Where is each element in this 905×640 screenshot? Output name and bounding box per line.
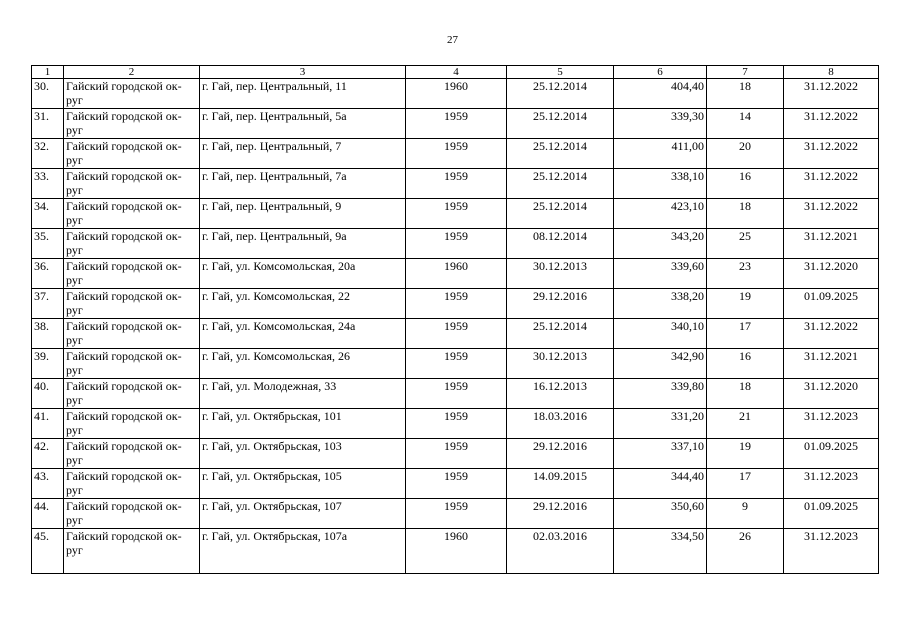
date-cell: 25.12.2014 <box>507 79 614 109</box>
owner-cell: Гайский городской ок-руг <box>64 289 200 319</box>
address-cell: г. Гай, ул. Октябрьская, 103 <box>200 439 406 469</box>
column7-cell: 19 <box>707 439 784 469</box>
address-cell: г. Гай, ул. Октябрьская, 107 <box>200 499 406 529</box>
year-cell: 1959 <box>406 499 507 529</box>
deadline-cell: 31.12.2021 <box>784 229 879 259</box>
area-cell: 423,10 <box>614 199 707 229</box>
address-cell: г. Гай, ул. Комсомольская, 26 <box>200 349 406 379</box>
owner-cell: Гайский городской ок-руг <box>64 379 200 409</box>
table-row <box>32 259 879 289</box>
column7-cell: 16 <box>707 169 784 199</box>
column-number-row <box>32 66 879 79</box>
year-cell: 1959 <box>406 439 507 469</box>
area-cell: 344,40 <box>614 469 707 499</box>
table-row <box>32 289 879 319</box>
column7-cell: 26 <box>707 529 784 574</box>
table-row <box>32 379 879 409</box>
column7-cell: 18 <box>707 199 784 229</box>
area-cell: 337,10 <box>614 439 707 469</box>
column-header: 1 <box>32 66 64 79</box>
row-number: 45. <box>32 529 64 574</box>
owner-cell: Гайский городской ок-руг <box>64 199 200 229</box>
deadline-cell: 01.09.2025 <box>784 499 879 529</box>
owner-cell: Гайский городской ок-руг <box>64 529 200 574</box>
deadline-cell: 31.12.2022 <box>784 139 879 169</box>
row-number: 39. <box>32 349 64 379</box>
row-number: 42. <box>32 439 64 469</box>
owner-cell: Гайский городской ок-руг <box>64 79 200 109</box>
table-row <box>32 469 879 499</box>
date-cell: 25.12.2014 <box>507 199 614 229</box>
table-row <box>32 199 879 229</box>
year-cell: 1959 <box>406 379 507 409</box>
column-header: 8 <box>784 66 879 79</box>
year-cell: 1959 <box>406 349 507 379</box>
address-cell: г. Гай, ул. Комсомольская, 20а <box>200 259 406 289</box>
owner-cell: Гайский городской ок-руг <box>64 469 200 499</box>
column-header: 5 <box>507 66 614 79</box>
table-row <box>32 109 879 139</box>
table-row <box>32 439 879 469</box>
owner-cell: Гайский городской ок-руг <box>64 139 200 169</box>
column7-cell: 20 <box>707 139 784 169</box>
row-number: 34. <box>32 199 64 229</box>
row-number: 31. <box>32 109 64 139</box>
year-cell: 1959 <box>406 469 507 499</box>
row-number: 38. <box>32 319 64 349</box>
deadline-cell: 31.12.2022 <box>784 79 879 109</box>
address-cell: г. Гай, пер. Центральный, 11 <box>200 79 406 109</box>
table-row <box>32 139 879 169</box>
deadline-cell: 01.09.2025 <box>784 439 879 469</box>
year-cell: 1960 <box>406 259 507 289</box>
area-cell: 404,40 <box>614 79 707 109</box>
column7-cell: 23 <box>707 259 784 289</box>
owner-cell: Гайский городской ок-руг <box>64 409 200 439</box>
row-number: 30. <box>32 79 64 109</box>
year-cell: 1959 <box>406 109 507 139</box>
row-number: 36. <box>32 259 64 289</box>
row-number: 35. <box>32 229 64 259</box>
row-number: 40. <box>32 379 64 409</box>
year-cell: 1959 <box>406 199 507 229</box>
date-cell: 02.03.2016 <box>507 529 614 574</box>
row-number: 32. <box>32 139 64 169</box>
date-cell: 08.12.2014 <box>507 229 614 259</box>
table-row <box>32 349 879 379</box>
date-cell: 30.12.2013 <box>507 349 614 379</box>
area-cell: 338,10 <box>614 169 707 199</box>
page-number: 27 <box>447 34 458 46</box>
table-row <box>32 229 879 259</box>
address-cell: г. Гай, пер. Центральный, 9 <box>200 199 406 229</box>
year-cell: 1959 <box>406 229 507 259</box>
column-header: 2 <box>64 66 200 79</box>
deadline-cell: 31.12.2020 <box>784 259 879 289</box>
area-cell: 338,20 <box>614 289 707 319</box>
table-row <box>32 319 879 349</box>
deadline-cell: 31.12.2022 <box>784 169 879 199</box>
area-cell: 342,90 <box>614 349 707 379</box>
table-row <box>32 79 879 109</box>
date-cell: 25.12.2014 <box>507 139 614 169</box>
column7-cell: 25 <box>707 229 784 259</box>
area-cell: 340,10 <box>614 319 707 349</box>
deadline-cell: 31.12.2021 <box>784 349 879 379</box>
owner-cell: Гайский городской ок-руг <box>64 439 200 469</box>
deadline-cell: 31.12.2022 <box>784 319 879 349</box>
column7-cell: 21 <box>707 409 784 439</box>
date-cell: 18.03.2016 <box>507 409 614 439</box>
column7-cell: 18 <box>707 379 784 409</box>
date-cell: 14.09.2015 <box>507 469 614 499</box>
table-body <box>32 79 879 574</box>
column-header: 4 <box>406 66 507 79</box>
address-cell: г. Гай, ул. Октябрьская, 107а <box>200 529 406 574</box>
address-cell: г. Гай, пер. Центральный, 7а <box>200 169 406 199</box>
address-cell: г. Гай, ул. Молодежная, 33 <box>200 379 406 409</box>
deadline-cell: 01.09.2025 <box>784 289 879 319</box>
row-number: 33. <box>32 169 64 199</box>
owner-cell: Гайский городской ок-руг <box>64 349 200 379</box>
table-row <box>32 529 879 574</box>
owner-cell: Гайский городской ок-руг <box>64 229 200 259</box>
area-cell: 339,80 <box>614 379 707 409</box>
address-cell: г. Гай, ул. Октябрьская, 105 <box>200 469 406 499</box>
date-cell: 29.12.2016 <box>507 499 614 529</box>
deadline-cell: 31.12.2020 <box>784 379 879 409</box>
column-header: 3 <box>200 66 406 79</box>
owner-cell: Гайский городской ок-руг <box>64 109 200 139</box>
year-cell: 1959 <box>406 169 507 199</box>
date-cell: 25.12.2014 <box>507 319 614 349</box>
housing-registry-table <box>31 65 879 574</box>
owner-cell: Гайский городской ок-руг <box>64 259 200 289</box>
column7-cell: 16 <box>707 349 784 379</box>
year-cell: 1959 <box>406 139 507 169</box>
address-cell: г. Гай, пер. Центральный, 5а <box>200 109 406 139</box>
date-cell: 25.12.2014 <box>507 109 614 139</box>
year-cell: 1959 <box>406 289 507 319</box>
area-cell: 331,20 <box>614 409 707 439</box>
area-cell: 411,00 <box>614 139 707 169</box>
deadline-cell: 31.12.2023 <box>784 469 879 499</box>
column7-cell: 19 <box>707 289 784 319</box>
year-cell: 1959 <box>406 409 507 439</box>
column7-cell: 18 <box>707 79 784 109</box>
date-cell: 30.12.2013 <box>507 259 614 289</box>
address-cell: г. Гай, ул. Комсомольская, 24а <box>200 319 406 349</box>
owner-cell: Гайский городской ок-руг <box>64 319 200 349</box>
date-cell: 16.12.2013 <box>507 379 614 409</box>
year-cell: 1959 <box>406 319 507 349</box>
owner-cell: Гайский городской ок-руг <box>64 499 200 529</box>
area-cell: 334,50 <box>614 529 707 574</box>
column-header: 6 <box>614 66 707 79</box>
address-cell: г. Гай, пер. Центральный, 9а <box>200 229 406 259</box>
deadline-cell: 31.12.2022 <box>784 199 879 229</box>
table-row <box>32 169 879 199</box>
column7-cell: 17 <box>707 319 784 349</box>
area-cell: 343,20 <box>614 229 707 259</box>
area-cell: 339,60 <box>614 259 707 289</box>
address-cell: г. Гай, ул. Комсомольская, 22 <box>200 289 406 319</box>
row-number: 43. <box>32 469 64 499</box>
area-cell: 339,30 <box>614 109 707 139</box>
row-number: 44. <box>32 499 64 529</box>
table-row <box>32 499 879 529</box>
date-cell: 25.12.2014 <box>507 169 614 199</box>
year-cell: 1960 <box>406 79 507 109</box>
address-cell: г. Гай, пер. Центральный, 7 <box>200 139 406 169</box>
area-cell: 350,60 <box>614 499 707 529</box>
column7-cell: 14 <box>707 109 784 139</box>
deadline-cell: 31.12.2023 <box>784 529 879 574</box>
column7-cell: 9 <box>707 499 784 529</box>
date-cell: 29.12.2016 <box>507 439 614 469</box>
column7-cell: 17 <box>707 469 784 499</box>
owner-cell: Гайский городской ок-руг <box>64 169 200 199</box>
address-cell: г. Гай, ул. Октябрьская, 101 <box>200 409 406 439</box>
year-cell: 1960 <box>406 529 507 574</box>
date-cell: 29.12.2016 <box>507 289 614 319</box>
deadline-cell: 31.12.2023 <box>784 409 879 439</box>
row-number: 37. <box>32 289 64 319</box>
row-number: 41. <box>32 409 64 439</box>
column-header: 7 <box>707 66 784 79</box>
table-row <box>32 409 879 439</box>
deadline-cell: 31.12.2022 <box>784 109 879 139</box>
